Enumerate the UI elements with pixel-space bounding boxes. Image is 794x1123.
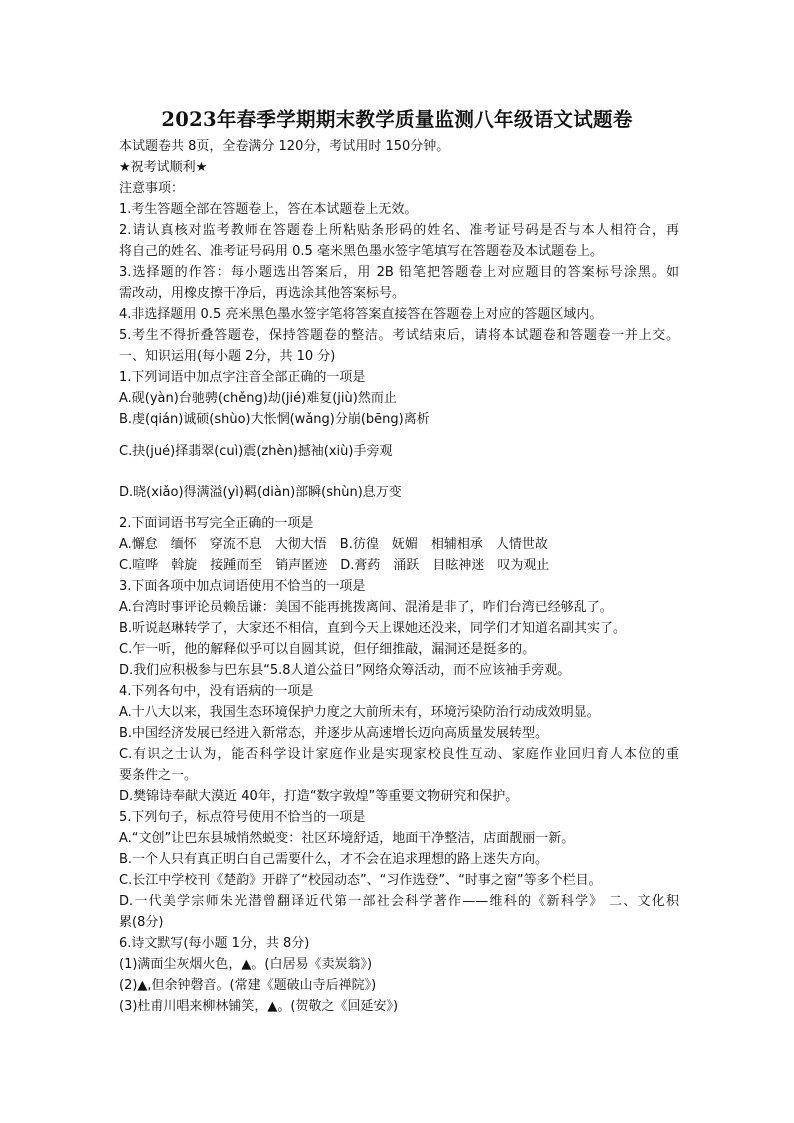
option-a: A.砚(yàn)台驰骋(chěng)劫(jié)难复(jiù)然而止 [119, 391, 397, 406]
option-d: D.晓(xiǎo)得满溢(yì)羁(diàn)部瞬(shùn)息万变 [119, 485, 402, 500]
page-title: 2023年春季学期期末教学质量监测八年级语文试题卷 [161, 108, 633, 131]
question-stem: 6.诗文默写(每小题 1分，共 8分) [119, 936, 310, 951]
option-b: B.虔(qián)诚硕(shùo)大怅惘(wǎng)分崩(bēng)离析 [119, 412, 430, 427]
option-c-continued: 要条件之一。 [119, 768, 198, 783]
question-stem: 4.下列各句中，没有语病的一项是 [119, 684, 314, 699]
option-b: B.中国经济发展已经进入新常态，并逐步从高速增长迈向高质量发展转型。 [119, 726, 549, 741]
option-a: A.台湾时事评论员赖岳谦：美国不能再挑拨离间、混淆是非了，咋们台湾已经够乱了。 [119, 600, 613, 615]
notice-item: 需改动，用橡皮擦干净后，再选涂其他答案标号。 [119, 286, 406, 301]
section-heading: 一、知识运用(每小题 2分，共 10 分) [119, 349, 336, 364]
notice-item: 将自己的姓名、准考证号码用 0.5 毫米黑色墨水签字笔填写在答题卷及本试题卷上。 [119, 244, 603, 259]
dictation-item: (3)杜甫川唱来柳林铺笑，▲。(贺敬之《回延安》) [119, 999, 399, 1014]
option-a: A.十八大以来，我国生态环境保护力度之大前所未有，环境污染防治行动成效明显。 [119, 705, 600, 720]
notice-item: 1.考生答题全部在答题卷上，答在本试题卷上无效。 [119, 202, 418, 217]
question-stem: 1.下列词语中加点字注音全部正确的一项是 [119, 370, 366, 385]
intro-line: 本试题卷共 8页，全卷满分 120分，考试用时 150分钟。 [119, 139, 450, 154]
option-b: B.一个人只有真正明白自己需要什么，才不会在追求理想的路上迷失方向。 [119, 852, 549, 867]
notice-item: 4.非选择题用 0.5 亮米黑色墨水签字笔将答案直接答在答题卷上对应的答题区域内。 [119, 307, 603, 322]
good-luck-line: ★祝考试顺利★ [119, 160, 208, 175]
option-d: D.樊锦诗奉献大漠近 40年，打造“数字敦煌”等重要文物研究和保护。 [119, 789, 519, 804]
option-c: C.乍一听，他的解释似乎可以自圆其说，但仔细推敲，漏洞还是挺多的。 [119, 642, 536, 657]
option-d-continued: 累(8分) [119, 915, 164, 930]
question-stem: 2.下面词语书写完全正确的一项是 [119, 516, 314, 531]
option-c: C.有识之士认为，能否科学设计家庭作业是实现家校良性互动、家庭作业回归育人本位的重 [119, 747, 679, 762]
option-d: D.我们应积极参与巴东县“5.8人道公益日”网络众筹活动，而不应该袖手旁观。 [119, 663, 571, 678]
notice-item: 3.选择题的作答：每小题选出答案后，用 2B 铅笔把答题卷上对应题目的答案标号涂黑。如 [119, 265, 679, 280]
notice-heading: 注意事项： [119, 181, 185, 196]
option-c: C.长江中学校刊《楚韵》开辟了“校园动态”、“习作选登”、“时事之窗”等多个栏目。 [119, 873, 602, 888]
question-stem: 3.下面各项中加点词语使用不恰当的一项是 [119, 579, 366, 594]
option-ab: A.懈怠 缅怀 穿流不息 大彻大悟 B.彷徨 妩媚 相辅相承 人情世故 [119, 537, 548, 552]
notice-item: 5.考生不得折叠答题卷，保持答题卷的整洁。考试结束后，请将本试题卷和答题卷一并上交。 [119, 328, 679, 343]
option-d: D.一代美学宗师朱光潜曾翻译近代第一部社会科学著作——维科的《新科学》 二、文化积 [119, 894, 679, 909]
option-a: A.“文创”让巴东县城悄然蜕变：社区环境舒适，地面干净整洁，店面靓丽一新。 [119, 831, 575, 846]
option-cd: C.喧哗 斡旋 接踵而至 销声匿迹 D.膏药 涌跃 目眩神迷 叹为观止 [119, 558, 550, 573]
question-stem: 5.下列句子，标点符号使用不恰当的一项是 [119, 810, 366, 825]
notice-item: 2.请认真核对监考教师在答题卷上所粘贴条形码的姓名、准考证号码是否与本人相符合，再 [119, 223, 679, 238]
option-b: B.听说赵琳转学了，大家还不相信，直到今天上课她还没来，同学们才知道名副其实了。 [119, 621, 627, 636]
option-c: C.抉(jué)择翡翠(cuì)震(zhèn)撼袖(xiù)手旁观 [119, 444, 393, 459]
dictation-item: (2)▲,但余钟磬音。(常建《题破山寺后禅院》) [119, 978, 377, 993]
dictation-item: (1)满面尘灰烟火色，▲。(白居易《卖炭翁》) [119, 957, 373, 972]
